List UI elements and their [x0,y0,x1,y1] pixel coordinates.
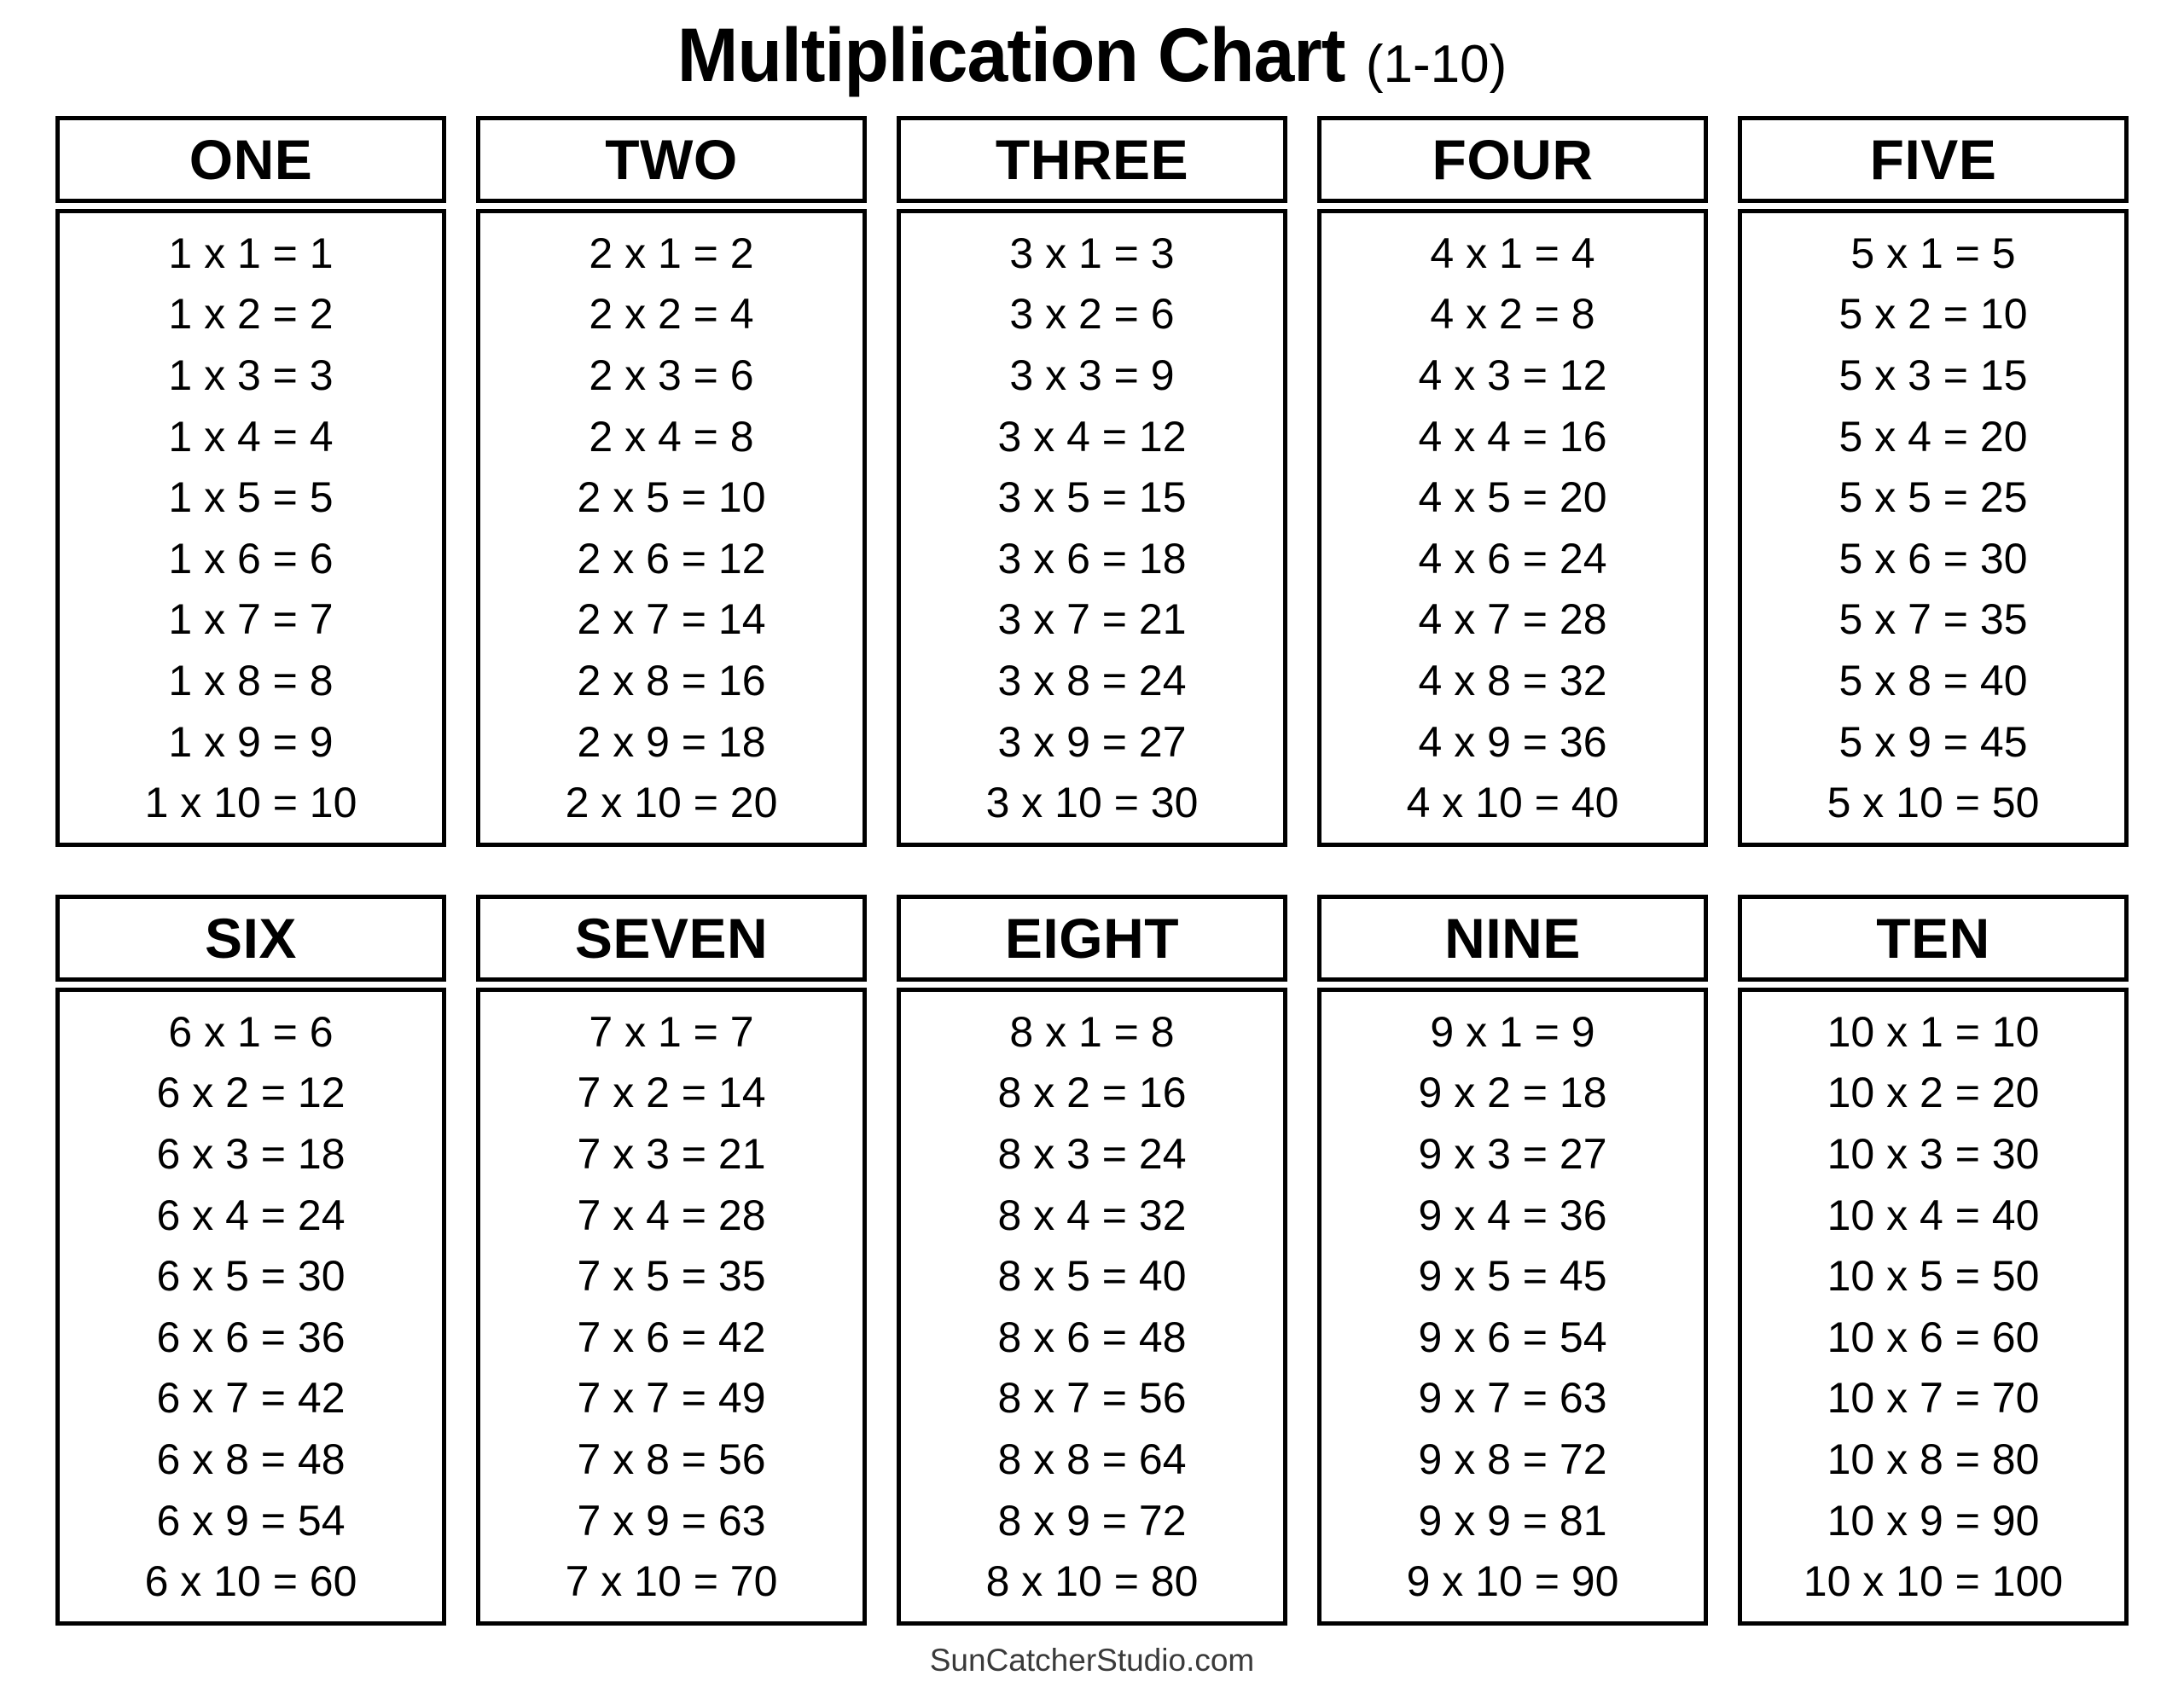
equation-line: 9 x 5 = 45 [1418,1252,1607,1301]
equation-line: 6 x 1 = 6 [168,1007,334,1056]
equation-line: 2 x 1 = 2 [589,229,754,277]
equation-line: 5 x 3 = 15 [1838,351,2028,399]
times-table-card-title: NINE [1444,907,1581,970]
times-table-card-header [55,116,446,203]
equation-line: 10 x 4 = 40 [1827,1191,2040,1239]
times-table-card-header [897,895,1287,982]
times-table-card-header [1317,116,1708,203]
equation-line: 1 x 5 = 5 [168,473,334,522]
times-table-card-header [1738,895,2129,982]
equation-line: 1 x 8 = 8 [168,657,334,704]
equation-line: 2 x 10 = 20 [565,779,778,827]
times-table-card-body [897,209,1287,847]
equation-line: 5 x 7 = 35 [1838,595,2028,644]
equation-line: 9 x 3 = 27 [1418,1129,1607,1178]
equation-line: 6 x 10 = 60 [144,1557,357,1606]
times-table-card-body [1738,209,2129,847]
times-table-card-title: TWO [605,128,738,191]
times-table-card-body [55,209,446,847]
equation-line: 9 x 8 = 72 [1418,1435,1607,1483]
equation-line: 5 x 9 = 45 [1838,717,2028,766]
equation-line: 10 x 2 = 20 [1827,1069,2040,1117]
equation-line: 1 x 3 = 3 [168,351,334,399]
equation-line: 1 x 6 = 6 [168,534,334,583]
equation-line: 6 x 9 = 54 [156,1496,346,1545]
equation-line: 4 x 8 = 32 [1418,657,1607,704]
equation-line: 5 x 8 = 40 [1838,657,2028,704]
equation-line: 3 x 5 = 15 [997,473,1187,522]
times-table-card [55,116,446,847]
equation-line: 2 x 2 = 4 [589,290,754,339]
equation-line: 6 x 3 = 18 [156,1129,346,1178]
equation-line: 7 x 5 = 35 [577,1252,766,1301]
times-table-card-title: THREE [995,128,1189,191]
equation-line: 7 x 3 = 21 [577,1129,766,1178]
times-table-card-body [1317,209,1708,847]
times-table-card-body [55,988,446,1626]
times-table-card-title: EIGHT [1004,907,1180,970]
equation-line: 10 x 7 = 70 [1827,1374,2040,1423]
equation-line: 5 x 10 = 50 [1827,779,2040,827]
times-table-card-body [1738,988,2129,1626]
equation-line: 3 x 10 = 30 [985,779,1199,827]
equation-line: 9 x 7 = 63 [1418,1374,1607,1423]
times-table-card-title: ONE [189,128,313,191]
times-table-card-header [1317,895,1708,982]
equation-line: 3 x 4 = 12 [997,412,1187,461]
equation-line: 4 x 9 = 36 [1418,717,1607,766]
equation-line: 8 x 5 = 40 [997,1252,1187,1301]
equation-line: 10 x 3 = 30 [1827,1129,2040,1178]
times-table-card-title: SEVEN [574,907,769,970]
equation-line: 1 x 9 = 9 [168,717,334,766]
equation-line: 7 x 2 = 14 [577,1069,766,1117]
equation-line: 4 x 1 = 4 [1430,229,1595,277]
equation-line: 2 x 3 = 6 [589,351,754,399]
equation-line: 10 x 8 = 80 [1827,1435,2040,1483]
times-table-card [476,116,867,847]
equation-line: 1 x 7 = 7 [168,595,334,644]
equation-line: 7 x 7 = 49 [577,1374,766,1423]
equation-line: 6 x 2 = 12 [156,1069,346,1117]
equation-line: 3 x 7 = 21 [997,595,1187,644]
equation-line: 7 x 6 = 42 [577,1313,766,1361]
equation-line: 8 x 4 = 32 [997,1191,1187,1239]
equation-line: 5 x 6 = 30 [1838,534,2028,583]
times-table-card-header [1738,116,2129,203]
times-table-card [1738,895,2129,1626]
equation-line: 7 x 8 = 56 [577,1435,766,1483]
footer-credit: SunCatcherStudio.com [929,1643,1255,1678]
equation-line: 1 x 2 = 2 [168,290,334,339]
equation-line: 9 x 1 = 9 [1430,1007,1595,1056]
times-table-card-title: FOUR [1432,128,1594,191]
equation-line: 2 x 5 = 10 [577,473,766,522]
equation-line: 4 x 7 = 28 [1418,595,1607,644]
times-table-card [1317,116,1708,847]
equation-line: 3 x 1 = 3 [1009,229,1175,277]
equation-line: 5 x 2 = 10 [1838,290,2028,339]
equation-line: 2 x 9 = 18 [577,717,766,766]
times-table-card-body [897,988,1287,1626]
equation-line: 7 x 4 = 28 [577,1191,766,1239]
times-table-card [1738,116,2129,847]
times-table-card-header [476,116,867,203]
title-main: Multiplication Chart [677,13,1345,98]
equation-line: 7 x 9 = 63 [577,1496,766,1545]
equation-line: 5 x 1 = 5 [1850,229,2016,277]
equation-line: 10 x 5 = 50 [1827,1252,2040,1301]
equation-line: 10 x 10 = 100 [1803,1557,2064,1606]
equation-line: 4 x 5 = 20 [1418,473,1607,522]
equation-line: 7 x 10 = 70 [565,1557,778,1606]
equation-line: 9 x 6 = 54 [1418,1313,1607,1361]
equation-line: 9 x 10 = 90 [1406,1557,1619,1606]
times-table-card-body [476,988,867,1626]
times-table-card [476,895,867,1626]
equation-line: 4 x 3 = 12 [1418,351,1607,399]
equation-line: 4 x 6 = 24 [1418,534,1607,583]
equation-line: 6 x 7 = 42 [156,1374,346,1423]
equation-line: 3 x 3 = 9 [1009,351,1175,399]
equation-line: 6 x 4 = 24 [156,1191,346,1239]
equation-line: 3 x 6 = 18 [997,534,1187,583]
equation-line: 1 x 10 = 10 [144,779,357,827]
times-table-card-header [897,116,1287,203]
equation-line: 8 x 2 = 16 [997,1069,1187,1117]
equation-line: 8 x 10 = 80 [985,1557,1199,1606]
equation-line: 8 x 9 = 72 [997,1496,1187,1545]
equation-line: 8 x 6 = 48 [997,1313,1187,1361]
equation-line: 5 x 4 = 20 [1838,412,2028,461]
equation-line: 9 x 9 = 81 [1418,1496,1607,1545]
equation-line: 6 x 8 = 48 [156,1435,346,1483]
equation-line: 5 x 5 = 25 [1838,473,2028,522]
times-table-card-body [1317,988,1708,1626]
times-table-card-title: TEN [1876,907,1990,970]
equation-line: 1 x 4 = 4 [168,412,334,461]
times-table-card-title: SIX [205,907,297,970]
equation-line: 8 x 8 = 64 [997,1435,1187,1483]
equation-line: 7 x 1 = 7 [589,1007,754,1056]
equation-line: 2 x 8 = 16 [577,657,766,704]
times-table-card-body [476,209,867,847]
times-table-card-title: FIVE [1869,128,1997,191]
equation-line: 8 x 7 = 56 [997,1374,1187,1423]
title-range: (1-10) [1365,35,1507,94]
equation-line: 8 x 3 = 24 [997,1129,1187,1178]
times-table-card [897,895,1287,1626]
equation-line: 6 x 6 = 36 [156,1313,346,1361]
equation-line: 2 x 7 = 14 [577,595,766,644]
times-table-card [897,116,1287,847]
equation-line: 10 x 1 = 10 [1827,1007,2040,1056]
equation-line: 3 x 2 = 6 [1009,290,1175,339]
times-table-card-header [476,895,867,982]
equation-line: 2 x 4 = 8 [589,412,754,461]
equation-line: 4 x 4 = 16 [1418,412,1607,461]
equation-line: 3 x 8 = 24 [997,657,1187,704]
equation-line: 3 x 9 = 27 [997,717,1187,766]
equation-line: 9 x 4 = 36 [1418,1191,1607,1239]
equation-line: 1 x 1 = 1 [168,229,334,277]
equation-line: 4 x 2 = 8 [1430,290,1595,339]
times-table-card-header [55,895,446,982]
times-table-card [55,895,446,1626]
equation-line: 9 x 2 = 18 [1418,1069,1607,1117]
equation-line: 8 x 1 = 8 [1009,1007,1175,1056]
equation-line: 6 x 5 = 30 [156,1252,346,1301]
cards-grid [0,116,2184,1626]
equation-line: 10 x 6 = 60 [1827,1313,2040,1361]
equation-line: 10 x 9 = 90 [1827,1496,2040,1545]
equation-line: 4 x 10 = 40 [1406,779,1619,827]
times-table-card [1317,895,1708,1626]
page-title [0,0,2184,116]
equation-line: 2 x 6 = 12 [577,534,766,583]
